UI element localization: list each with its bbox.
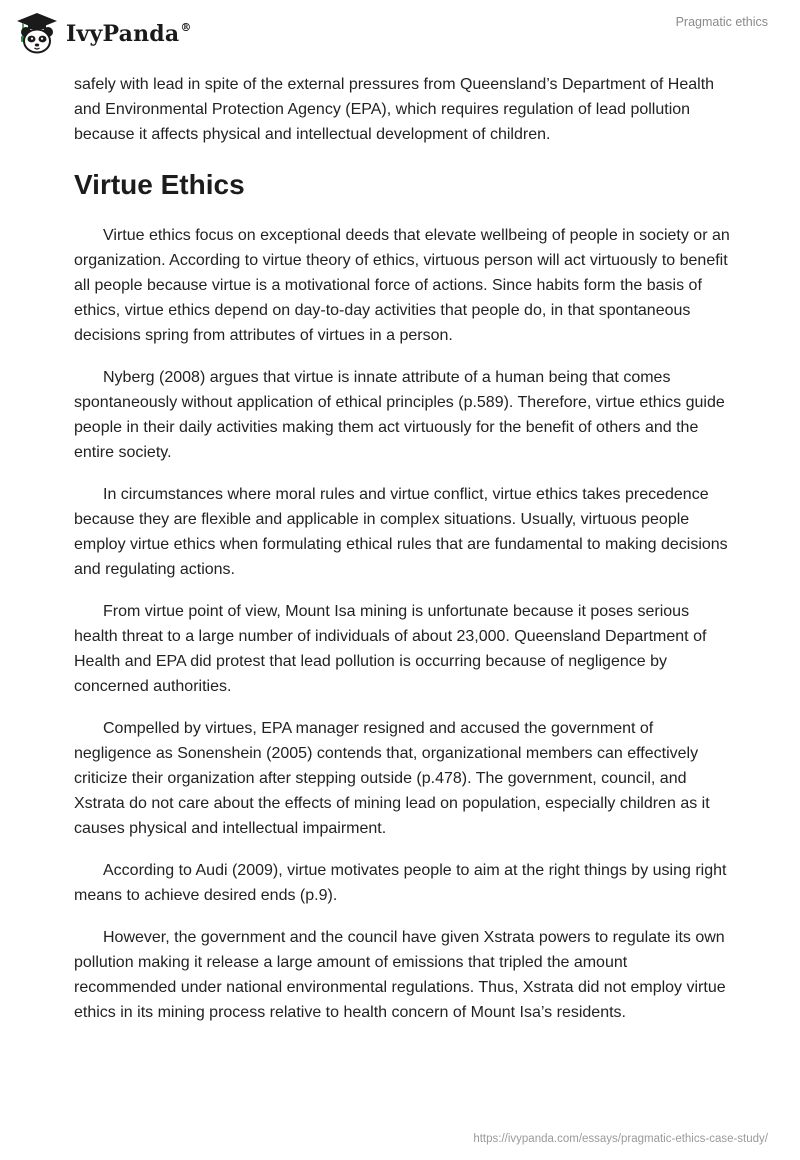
intro-paragraph: safely with lead in spite of the external pressures from Queensland’s Department of Health and Environmental Protection Agency (EPA), which requires regulation of lead pollution because it affects physical and intellectual development of children. <box>74 76 715 143</box>
paragraph: In circumstances where moral rules and virtue conflict, virtue ethics takes precedence because they are flexible and applicable in complex situations. Usually, virtuous people employ virtue ethics when formulating ethical rules that are fundamental to making decisions and regulating actions. <box>74 486 728 578</box>
running-title: Pragmatic ethics <box>675 15 768 29</box>
article-body <box>74 72 730 1025</box>
paragraph: According to Audi (2009), virtue motivates people to aim at the right things by using right means to achieve desired ends (p.9). <box>74 862 727 904</box>
source-url[interactable]: https://ivypanda.com/essays/pragmatic-ethics-case-study/ <box>473 1133 768 1145</box>
registered-mark: ® <box>180 21 192 34</box>
paragraph: However, the government and the council have given Xstrata powers to regulate its own pollution making it release a large amount of emissions that tripled the amount recommended under national environmental regulations. Thus, Xstrata did not employ virtue ethics in its mining process relative to health concern of Mount Isa’s residents. <box>74 929 726 1021</box>
paragraph: From virtue point of view, Mount Isa mining is unfortunate because it poses serious health threat to a large number of individuals of about 23,000. Queensland Department of Health and EPA did protest that lead pollution is occurring because of negligence by concerned authorities. <box>74 603 707 695</box>
paragraph: Virtue ethics focus on exceptional deeds that elevate wellbeing of people in society or an organization. According to virtue theory of ethics, virtuous person will act virtuously to benefit all people because virtue is a motivational force of actions. Since habits form the basis of ethics, virtue ethics depend on day-to-day activities that people do, in that spontaneous decisions spring from attributes of virtues in a person. <box>74 227 730 344</box>
section-heading: Virtue Ethics <box>74 169 245 200</box>
brand-name-text: IvyPanda <box>66 21 180 47</box>
panda-graduate-icon <box>14 10 60 56</box>
brand-name <box>66 21 192 47</box>
paragraph: Nyberg (2008) argues that virtue is innate attribute of a human being that comes spontaneously without application of ethical principles (p.589). Therefore, virtue ethics guide people in their daily activities making them act virtuously for the benefit of others and the entire society. <box>74 369 725 461</box>
paragraph: Compelled by virtues, EPA manager resigned and accused the government of negligence as Sonenshein (2005) contends that, organizational members can effectively criticize their organization after stepping outside (p.478). The government, council, and Xstrata do not care about the effects of mining lead on population, especially children as it causes physical and intellectual impairment. <box>74 720 710 837</box>
site-logo[interactable] <box>14 10 192 56</box>
